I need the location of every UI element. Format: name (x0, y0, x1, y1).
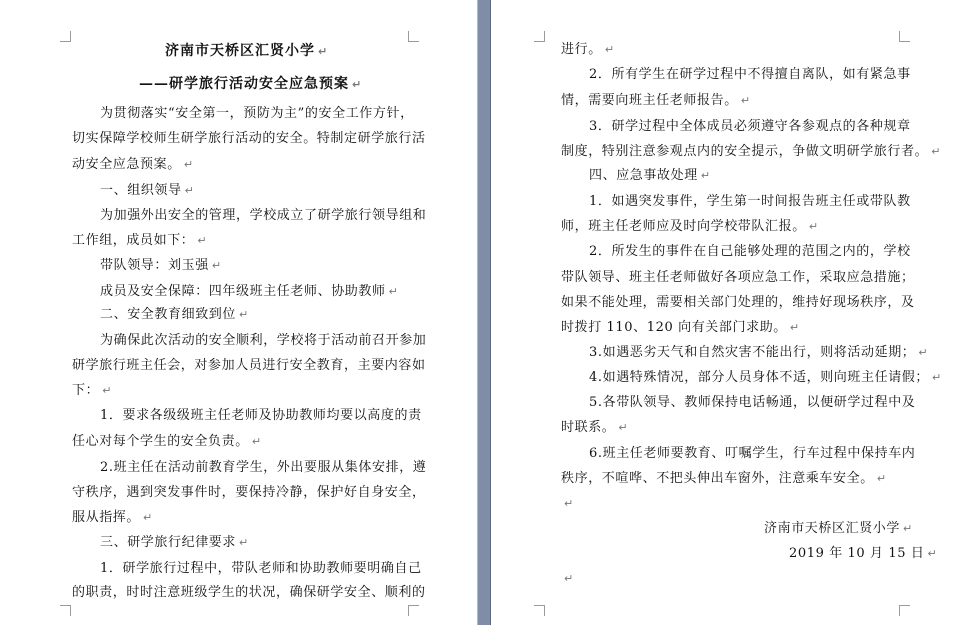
body-line: 师，班主任老师应及时向学校带队汇报。 ↵ (561, 219, 819, 234)
margin-corner-mark (408, 605, 419, 616)
body-line: 1．研学旅行过程中，带队老师和协助教师要明确自己 (100, 561, 422, 576)
body-line: 进行。 ↵ (561, 42, 615, 57)
body-line: 制度，特别注意参观点内的安全提示，争做文明研学旅行者。 ↵ (561, 144, 942, 159)
body-line: 任心对每个学生的安全负责。 ↵ (72, 434, 262, 449)
margin-corner-mark (899, 31, 910, 42)
body-line: 如果不能处理，需要相关部门处理的，维持好现场秩序，及 (561, 295, 915, 310)
body-line: 服从指挥。 ↵ (72, 510, 153, 525)
margin-corner-mark (899, 605, 910, 616)
section-heading: 三、研学旅行纪律要求 ↵ (100, 535, 249, 550)
body-line: 4.如遇特殊情况，部分人员身体不适，则向班主任请假； ↵ (589, 370, 942, 385)
signature: 济南市天桥区汇贤小学 ↵ (764, 521, 913, 536)
margin-corner-mark (60, 31, 71, 42)
body-line: 为贯彻落实“安全第一，预防为主”的安全工作方针， (100, 106, 414, 121)
date: 2019 年 10 月 15 日 ↵ (789, 546, 938, 561)
body-line: 守秩序，遇到突发事件时，要保持冷静，保护好自身安全， (72, 485, 426, 500)
body-line: 5.各带队领导、教师保持电话畅通，以便研学过程中及 (589, 395, 916, 410)
body-line: 带队领导：刘玉强 ↵ (100, 258, 222, 273)
body-line: 情，需要向班主任老师报告。 ↵ (561, 93, 751, 108)
page-gap (477, 0, 491, 625)
body-line: 为加强外出安全的管理，学校成立了研学旅行领导组和 (100, 208, 427, 223)
empty-paragraph: ↵ (564, 497, 574, 510)
body-line: 动安全应急预案。 ↵ (72, 157, 194, 172)
document-page-left (0, 0, 477, 625)
body-line: 切实保障学校师生研学旅行活动的安全。特制定研学旅行活 (72, 131, 426, 146)
body-line: 带队领导、班主任老师做好各项应急工作，采取应急措施； (561, 270, 915, 285)
body-line: 为确保此次活动的安全顺利，学校将于活动前召开参加 (100, 333, 427, 348)
section-heading: 一、组织领导 ↵ (100, 183, 195, 198)
body-line: 秩序，不喧哗、不把头伸出车窗外，注意乘车安全。 ↵ (561, 471, 887, 486)
body-line: 研学旅行班主任会，对参加人员进行安全教育，主要内容如 (72, 358, 426, 373)
margin-corner-mark (534, 605, 545, 616)
document-title: 济南市天桥区汇贤小学 ↵ (165, 43, 329, 59)
document-page-right (491, 0, 972, 625)
margin-corner-mark (534, 31, 545, 42)
section-heading: 二、安全教育细致到位 ↵ (100, 307, 249, 322)
body-line: 下： ↵ (72, 383, 113, 398)
body-line: 工作组，成员如下： ↵ (72, 233, 208, 248)
body-line: 3．研学过程中全体成员必须遵守各参观点的各种规章 (589, 119, 911, 134)
body-line: 6.班主任老师要教育、叮嘱学生，行车过程中保持车内 (589, 446, 916, 461)
body-line: 2．所有学生在研学过程中不得擅自离队，如有紧急事 (589, 67, 911, 82)
body-line: 3.如遇恶劣天气和自然灾害不能出行，则将活动延期； ↵ (589, 345, 929, 360)
document-subtitle: ——研学旅行活动安全应急预案 ↵ (139, 76, 363, 92)
body-line: 成员及安全保障：四年级班主任老师、协助教师 ↵ (100, 284, 399, 299)
section-heading: 四、应急事故处理 ↵ (589, 168, 711, 183)
margin-corner-mark (60, 605, 71, 616)
body-line: 1．要求各级级班主任老师及协助教师均要以高度的责 (100, 408, 422, 423)
body-line: 2.班主任在活动前教育学生，外出要服从集体安排，遵 (100, 460, 427, 475)
margin-corner-mark (408, 31, 419, 42)
empty-paragraph: ↵ (564, 572, 574, 585)
body-line: 2．所发生的事件在自己能够处理的范围之内的，学校 (589, 244, 911, 259)
body-line: 时联系。 ↵ (561, 420, 629, 435)
body-line: 的职责，时时注意班级学生的状况，确保研学安全、顺利的 (72, 585, 426, 600)
body-line: 时拨打 110、120 向有关部门求助。 ↵ (561, 320, 800, 335)
body-line: 1．如遇突发事件，学生第一时间报告班主任或带队教 (589, 194, 911, 209)
